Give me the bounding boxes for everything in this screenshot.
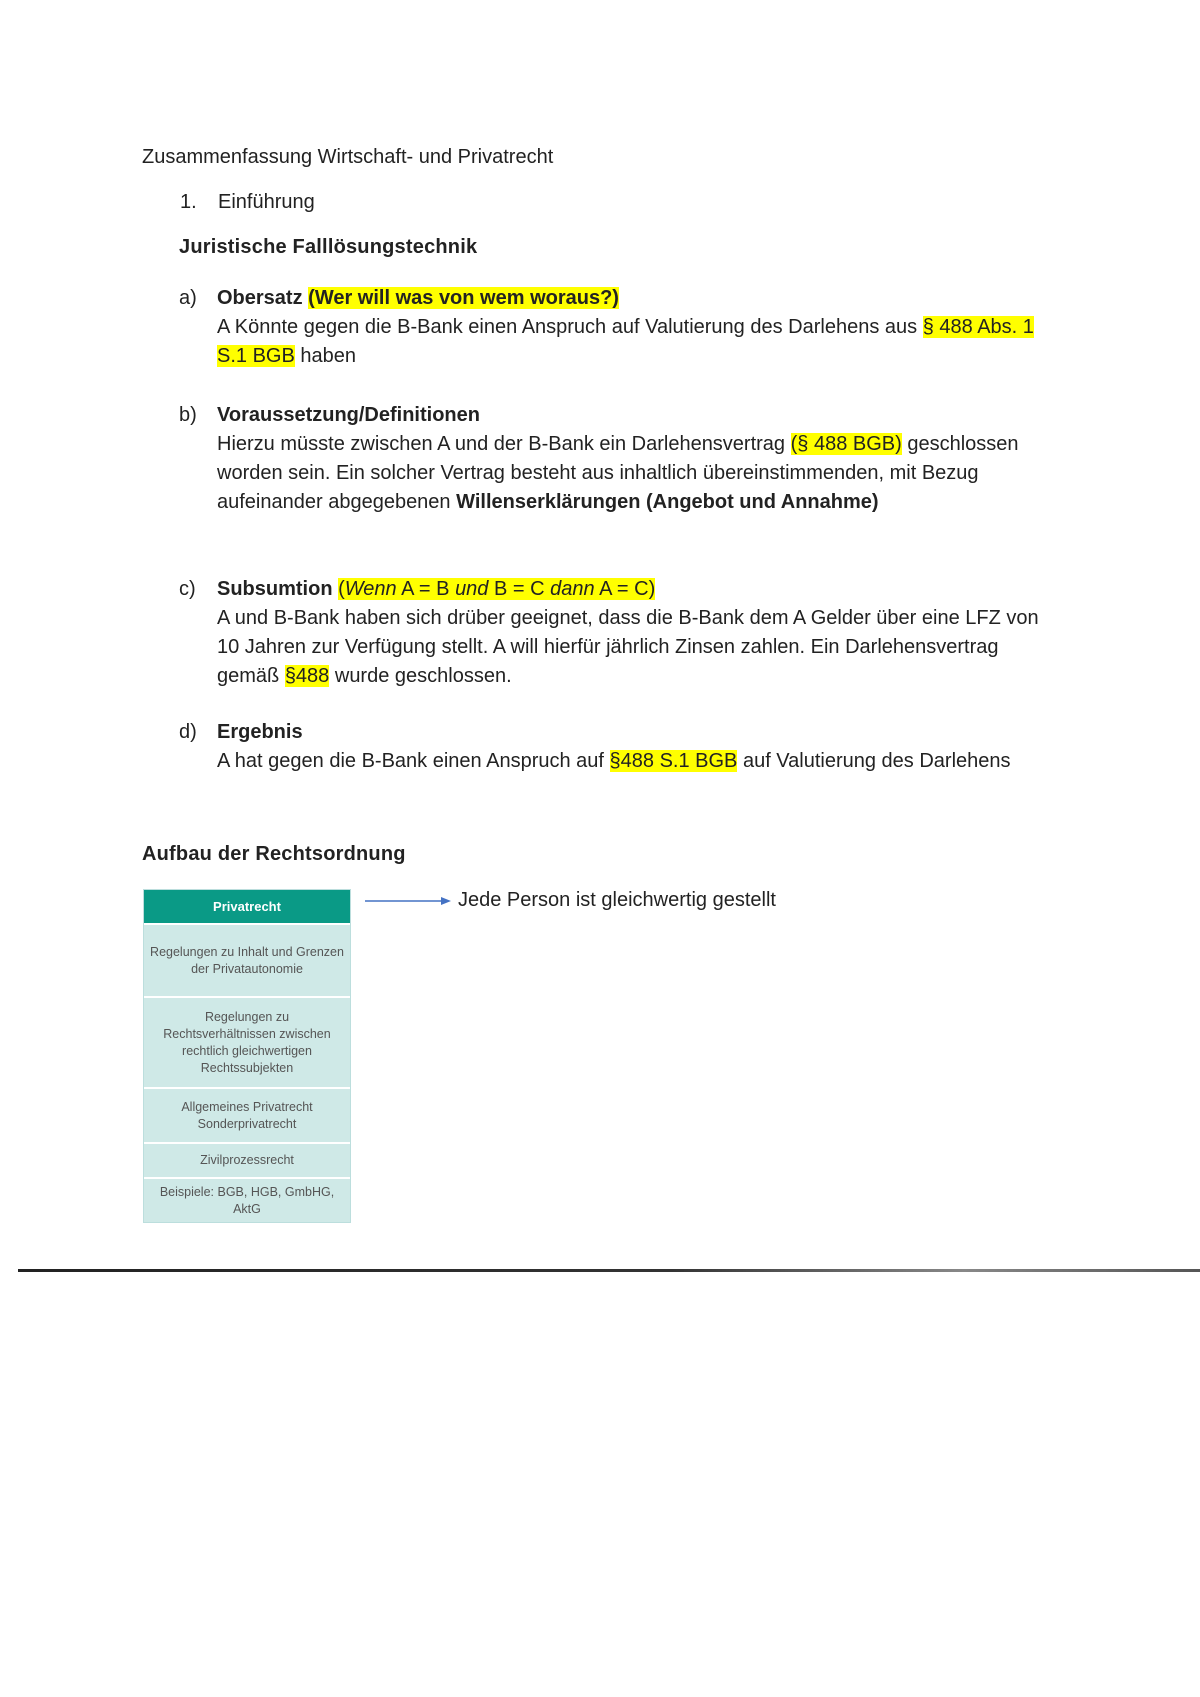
item-text: A und B-Bank haben sich drüber geeignet, dass die B-Bank dem A Gelder über eine LFZ von 10 Jahren zur Verfügung stellt. A will hierfür jährlich Zinsen zahlen. Ein Darlehensvertrag gemäß bbox=[217, 607, 1039, 687]
right-arrow-icon bbox=[365, 895, 451, 907]
list-label: a) bbox=[179, 287, 197, 309]
table-row: Beispiele: BGB, HGB, GmbHG, AktG bbox=[144, 1177, 350, 1222]
item-text: A hat gegen die B-Bank einen Anspruch auf bbox=[217, 750, 610, 772]
item-heading: Obersatz bbox=[217, 287, 303, 309]
section-heading-rechtsordnung: Aufbau der Rechtsordnung bbox=[142, 843, 406, 865]
table-row: Allgemeines Privatrecht Sonderprivatrecht bbox=[144, 1087, 350, 1142]
list-item-subsumtion bbox=[179, 575, 1059, 691]
item-text-end: wurde geschlossen. bbox=[329, 665, 512, 687]
list-label: c) bbox=[179, 578, 196, 600]
bold-term: Willenserklärungen (Angebot und Annahme) bbox=[456, 491, 879, 513]
item-heading: Voraussetzung/Definitionen bbox=[217, 404, 480, 426]
list-label: d) bbox=[179, 721, 197, 743]
highlighted-reference: §488 bbox=[284, 665, 330, 687]
list-item-ergebnis bbox=[179, 718, 1059, 776]
highlighted-reference: §488 S.1 BGB bbox=[609, 750, 738, 772]
list-item-voraussetzung bbox=[179, 401, 1059, 517]
table-row: Regelungen zu Inhalt und Grenzen der Privatautonomie bbox=[144, 923, 350, 996]
privatrecht-table-image bbox=[143, 889, 351, 1223]
section-heading-einfuehrung bbox=[180, 191, 315, 214]
page-divider bbox=[18, 1269, 1200, 1272]
highlighted-formula: (Wenn A = B und B = C dann A = C) bbox=[338, 578, 656, 600]
subheading-falllosungstechnik: Juristische Falllösungstechnik bbox=[179, 236, 478, 258]
item-text: Hierzu müsste zwischen A und der B-Bank ein Darlehensvertrag bbox=[217, 433, 791, 455]
document-title: Zusammenfassung Wirtschaft- und Privatrecht bbox=[142, 146, 554, 168]
table-row: Zivilprozessrecht bbox=[144, 1142, 350, 1177]
item-text-end: haben bbox=[294, 345, 356, 367]
item-heading: Ergebnis bbox=[217, 721, 303, 743]
table-header: Privatrecht bbox=[144, 890, 350, 923]
item-text: A Könnte gegen die B-Bank einen Anspruch auf Valutierung des Darlehens aus bbox=[217, 316, 923, 338]
highlighted-question: (Wer will was von wem woraus?) bbox=[308, 287, 619, 309]
list-item-obersatz bbox=[179, 284, 1059, 371]
item-heading: Subsumtion bbox=[217, 578, 333, 600]
section-label: Einführung bbox=[218, 191, 315, 213]
list-label: b) bbox=[179, 404, 197, 426]
item-text-cont: geschlossen worden sein. Ein solcher Vertrag besteht aus inhaltlich übereinstimmenden, mit Bezug aufeinander abgegebenen bbox=[217, 433, 1019, 513]
highlighted-reference: § 488 Abs. 1 S.1 BGB bbox=[217, 316, 1034, 367]
highlighted-reference: (§ 488 BGB) bbox=[790, 433, 902, 455]
arrow-note: Jede Person ist gleichwertig gestellt bbox=[458, 889, 776, 911]
table-row: Regelungen zu Rechtsverhältnissen zwischen rechtlich gleichwertigen Rechtssubjekten bbox=[144, 996, 350, 1087]
section-number: 1. bbox=[180, 191, 197, 213]
item-text-end: auf Valutierung des Darlehens bbox=[737, 750, 1011, 772]
